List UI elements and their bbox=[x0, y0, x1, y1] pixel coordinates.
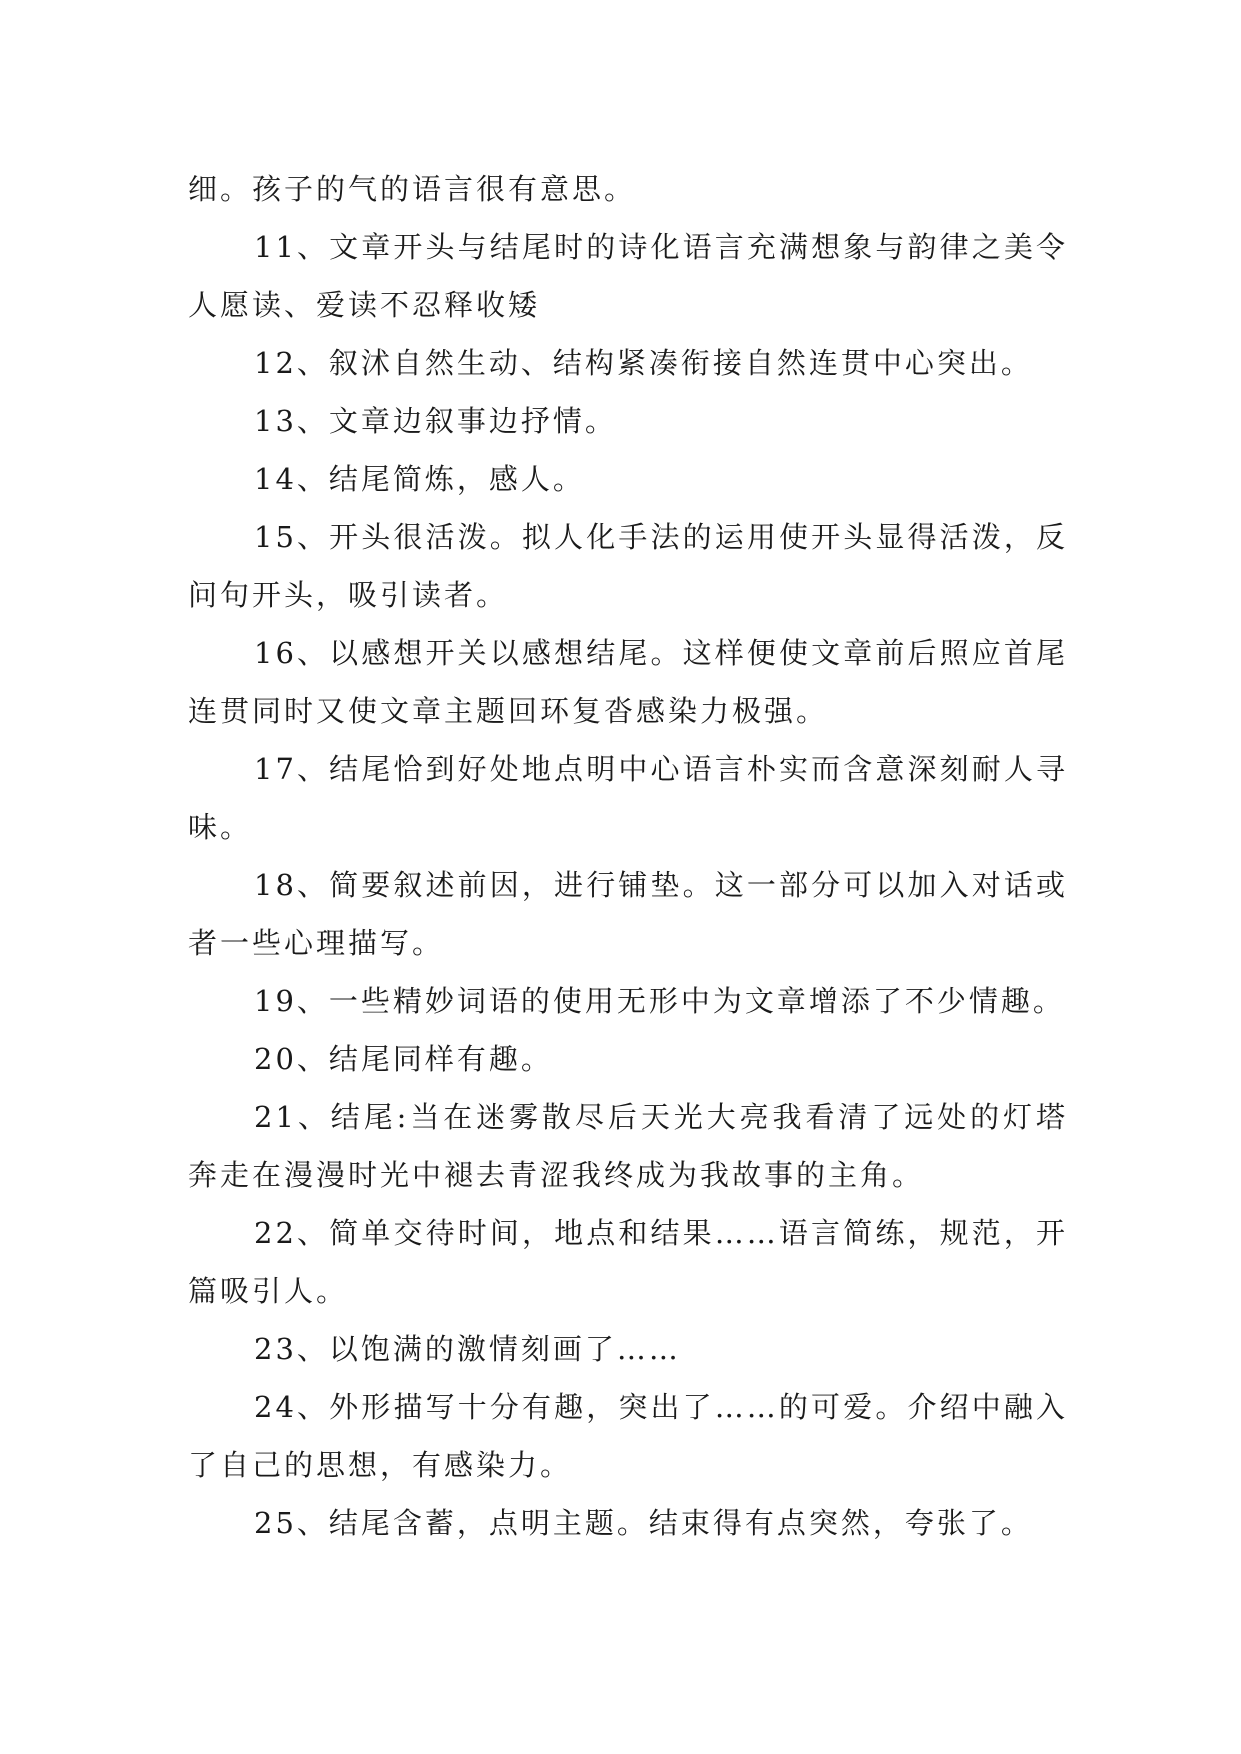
paragraph-item-16: 16、以感想开关以感想结尾。这样便使文章前后照应首尾连贯同时又使文章主题回环复沓感染力极强。 bbox=[188, 636, 1068, 728]
paragraph-item-13: 13、文章边叙事边抒情。 bbox=[254, 404, 617, 438]
paragraph-item-25: 25、结尾含蓄，点明主题。结束得有点突然，夸张了。 bbox=[254, 1506, 1033, 1540]
paragraph-item-17: 17、结尾恰到好处地点明中心语言朴实而含意深刻耐人寻味。 bbox=[188, 752, 1068, 844]
document-page bbox=[188, 160, 1068, 1552]
paragraph-item-24: 24、外形描写十分有趣，突出了……的可爱。介绍中融入了自己的思想，有感染力。 bbox=[188, 1390, 1068, 1482]
paragraph-item-12: 12、叙沭自然生动、结构紧凑衔接自然连贯中心突出。 bbox=[254, 346, 1033, 380]
paragraph-item-15: 15、开头很活泼。拟人化手法的运用使开头显得活泼，反问句开头，吸引读者。 bbox=[188, 520, 1068, 612]
paragraph-item-11: 11、文章开头与结尾时的诗化语言充满想象与韵律之美令人愿读、爱读不忍释收矮 bbox=[188, 230, 1068, 322]
paragraph-item-20: 20、结尾同样有趣。 bbox=[254, 1042, 553, 1076]
paragraph-item-14: 14、结尾简炼，感人。 bbox=[254, 462, 585, 496]
paragraph-item-19: 19、一些精妙词语的使用无形中为文章增添了不少情趣。 bbox=[254, 984, 1065, 1018]
paragraph-item-18: 18、简要叙述前因，进行铺垫。这一部分可以加入对话或者一些心理描写。 bbox=[188, 868, 1068, 960]
paragraph-item-21: 21、结尾:当在迷雾散尽后天光大亮我看清了远处的灯塔奔走在漫漫时光中褪去青涩我终成为我故事的主角。 bbox=[188, 1100, 1068, 1192]
paragraph-continuation: 细。孩子的气的语言很有意思。 bbox=[188, 172, 637, 206]
paragraph-item-22: 22、简单交待时间，地点和结果……语言简练，规范，开篇吸引人。 bbox=[188, 1216, 1068, 1308]
paragraph-item-23: 23、以饱满的激情刻画了…… bbox=[254, 1332, 681, 1366]
